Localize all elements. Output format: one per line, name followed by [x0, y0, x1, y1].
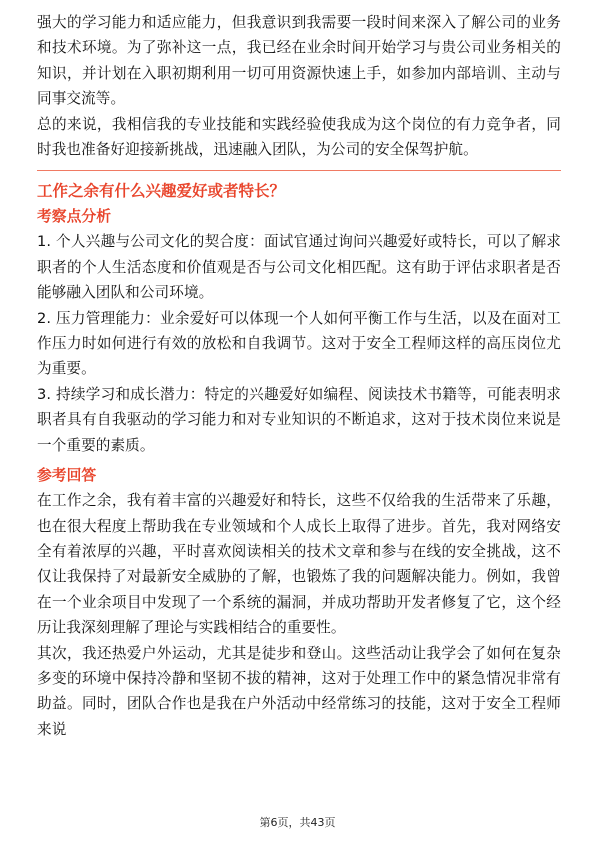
answer-paragraph-1: 在工作之余，我有着丰富的兴趣爱好和特长，这些不仅给我的生活带来了乐趣，也在很大程度上帮助我在专业领域和个人成长上取得了进步。首先，我对网络安全有着浓厚的兴趣，平时喜欢阅读相关的技术文章和参与在线的安全挑战，这不仅让我保持了对最新安全威胁的了解，也锻炼了我的问题解决能力。例如，我曾在一个业余项目中发现了一个系统的漏洞，并成功帮助开发者修复了它，这个经历让我深刻理解了理论与实践相结合的重要性。 [37, 492, 561, 637]
analysis-heading: 考察点分析 [37, 208, 111, 226]
analysis-point-3: 3. 持续学习和成长潜力：特定的兴趣爱好如编程、阅读技术书籍等，可能表明求职者具有自我驱动的学习能力和对专业知识的不断追求，这对于技术岗位来说是一个重要的素质。 [37, 385, 561, 454]
analysis-point-1: 1. 个人兴趣与公司文化的契合度：面试官通过询问兴趣爱好或特长，可以了解求职者的个人生活态度和价值观是否与公司文化相匹配。这有助于评估求职者是否能够融入团队和公司环境。 [37, 233, 561, 302]
intro-paragraph-1: 强大的学习能力和适应能力，但我意识到我需要一段时间来深入了解公司的业务和技术环境。为了弥补这一点，我已经在业余时间开始学习与贵公司业务相关的知识，并计划在入职初期利用一切可用资源快速上手，如参加内部培训、主动与同事交流等。 [37, 14, 561, 108]
page-number-footer: 第6页，共43页 [259, 816, 336, 829]
spacer [37, 458, 561, 463]
section-divider [37, 170, 561, 171]
analysis-point-2: 2. 压力管理能力：业余爱好可以体现一个人如何平衡工作与生活，以及在面对工作压力时如何进行有效的放松和自我调节。这对于安全工程师这样的高压岗位尤为重要。 [37, 309, 561, 378]
answer-heading: 参考回答 [37, 467, 97, 485]
question-title: 工作之余有什么兴趣爱好或者特长？ [37, 182, 286, 201]
intro-paragraph-2: 总的来说，我相信我的专业技能和实践经验使我成为这个岗位的有力竞争者，同时我也准备好迎接新挑战，迅速融入团队，为公司的安全保驾护航。 [37, 115, 561, 159]
answer-paragraph-2: 其次，我还热爱户外运动，尤其是徒步和登山。这些活动让我学会了如何在复杂多变的环境中保持冷静和坚韧不拔的精神，这对于处理工作中的紧急情况非常有助益。同时，团队合作也是我在户外活动中经常练习的技能，这对于安全工程师来说 [37, 644, 561, 738]
page-content [37, 10, 561, 742]
